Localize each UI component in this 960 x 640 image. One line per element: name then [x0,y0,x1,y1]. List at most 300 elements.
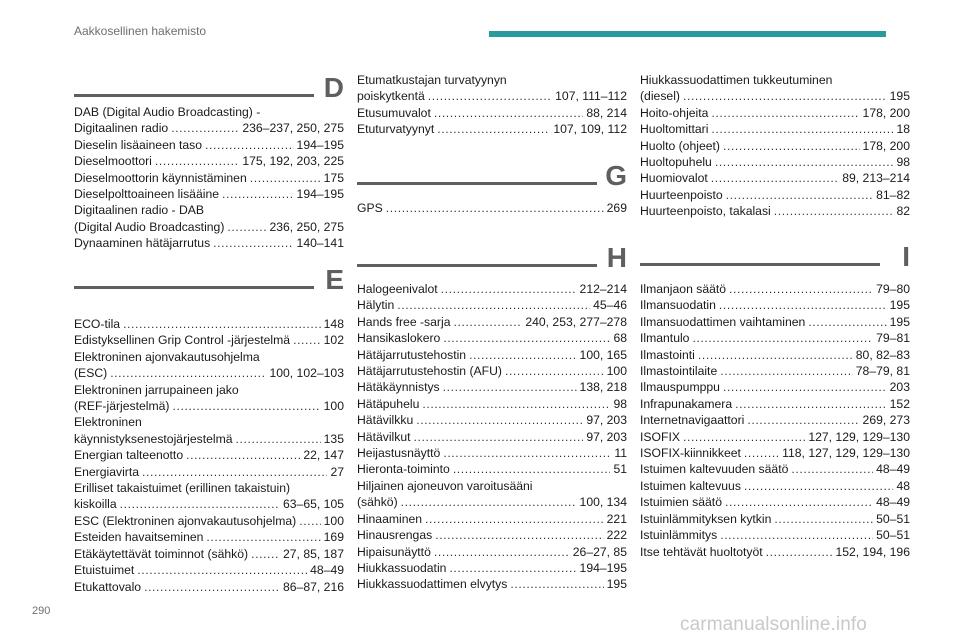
index-entry-line [74,202,344,218]
index-entry [74,219,344,235]
index-entry-line [74,382,344,398]
index-entry-line [357,121,627,137]
section-letter: H [606,242,627,273]
dot-leader [416,412,583,428]
index-entry [640,347,910,363]
index-term: Istuimien säätö [640,495,722,510]
index-entry-line [357,461,627,477]
index-entry-line [357,429,627,445]
index-term: Ilmansuodattimen vaihtaminen [640,314,806,329]
page-reference[interactable]: 140–141 [296,236,344,251]
page-reference[interactable]: 78–79, 81 [855,364,910,379]
dot-leader [144,579,280,595]
index-entry [357,511,627,527]
index-term: (Digital Audio Broadcasting) [74,219,225,234]
section-header-d [74,72,344,108]
section-letter: D [323,72,344,103]
dot-leader [683,429,805,445]
index-entry [74,332,344,348]
index-entry-line [74,170,344,186]
page-reference[interactable]: 178, 200 [862,105,910,120]
index-entry-line [357,396,627,412]
page-reference[interactable]: 127, 129, 129–130 [808,429,910,444]
index-term: Hiljainen ajoneuvon varoitusääni [357,478,533,493]
dot-leader [205,137,294,153]
page-reference[interactable]: 100 [323,399,344,414]
index-entry [640,527,910,543]
page-reference[interactable]: 194–195 [296,187,344,202]
index-term: Istuimen kaltevuuden säätö [640,462,789,477]
section-header-e [74,264,344,300]
index-entry [640,203,910,219]
index-term: Hiukkassuodatin [357,560,447,575]
dot-leader [137,562,307,578]
index-term: poiskytkentä [357,89,425,104]
index-term: Etuistuimet [74,563,135,578]
page-reference[interactable]: 48–49 [876,495,910,510]
index-entry-line [74,496,344,512]
index-term: Hipaisunäyttö [357,544,431,559]
index-entry-line [640,527,910,543]
section-header-g [357,160,627,196]
index-term: Halogeenivalot [357,282,438,296]
index-entry [640,363,910,379]
index-term: Hieronta-toiminto [357,462,450,477]
index-entry-line [74,219,344,235]
dot-leader [299,513,320,529]
dot-leader [711,170,839,186]
index-entry-line [74,562,344,578]
index-term: Dynaaminen hätäjarrutus [74,236,211,251]
index-entry-line [74,365,344,381]
index-term: GPS [357,201,383,215]
index-term: Hälytin [357,298,395,313]
index-term: Hätäjarrutustehostin (AFU) [357,364,502,379]
dot-leader [172,398,320,414]
index-entry [640,314,910,330]
page-reference[interactable]: 212–214 [579,282,627,296]
page-reference[interactable]: 27 [330,464,344,479]
page-reference[interactable]: 63–65, 105 [283,497,344,512]
section-rule [357,264,597,267]
dot-leader [692,330,873,346]
page-reference[interactable]: 269, 273 [862,413,910,428]
page-reference[interactable]: 236–237, 250, 275 [242,121,344,136]
page-reference[interactable]: 221 [606,511,627,526]
page-reference[interactable]: 169 [323,530,344,545]
dot-leader [744,478,894,494]
index-entry [640,461,910,477]
index-entry [357,121,627,137]
index-entry-line [357,445,627,461]
index-entry [357,105,627,121]
index-entry [357,330,627,346]
dot-leader [723,138,860,154]
page-reference[interactable]: 203 [889,380,910,395]
index-entry-line [74,137,344,153]
section-rule [74,286,314,289]
index-entry [640,544,910,560]
index-entry-line [640,363,910,379]
page-reference[interactable]: 135 [323,431,344,446]
dot-leader [720,363,853,379]
index-term: Ilmastointilaite [640,364,718,379]
page-reference[interactable]: 68 [613,331,627,346]
index-entry-line [357,72,627,88]
entries-e-continued [357,72,627,138]
index-term: Hätäpuhelu [357,396,420,411]
index-term: (ESC) [74,366,108,381]
index-term: Hätävilkku [357,413,414,428]
dot-leader [683,88,887,104]
dot-leader [744,445,779,461]
entries-g [357,200,627,216]
index-entry-line [74,529,344,545]
index-term: Energiavirta [74,464,140,479]
index-entry [640,297,910,313]
index-entry [640,138,910,154]
index-term: Hätävilkut [357,429,411,444]
index-entry [74,186,344,202]
page-reference[interactable]: 107, 111–112 [555,89,627,104]
index-entry [74,104,344,120]
index-entry [74,529,344,545]
index-entry-line [357,494,627,510]
index-entry-line [640,121,910,137]
page-reference[interactable]: 97, 203 [586,413,627,428]
index-entry-line [640,412,910,428]
dot-leader [428,88,552,104]
index-entry [74,480,344,496]
page-reference[interactable]: 194–195 [579,560,627,575]
page-reference[interactable]: 178, 200 [862,138,910,153]
dot-leader [206,529,320,545]
index-entry [357,396,627,412]
page-reference[interactable]: 240, 253, 277–278 [525,314,627,329]
page-reference[interactable]: 98 [896,155,910,170]
index-entry-line [640,170,910,186]
index-term: Huoltopuhelu [640,155,712,170]
index-entry [74,365,344,381]
index-term: Esteiden havaitseminen [74,530,204,545]
index-entry-line [74,398,344,414]
index-term: Dieselmoottorin käynnistäminen [74,170,247,185]
dot-leader [505,363,604,379]
dot-leader [171,120,239,136]
dot-leader [397,297,590,313]
index-term: Hätäjarrutustehostin [357,347,467,362]
page-reference[interactable]: 82 [896,204,910,219]
page-reference[interactable]: 97, 203 [586,429,627,444]
dot-leader [250,170,321,186]
page-reference[interactable]: 50–51 [876,511,910,526]
index-entry-line [74,579,344,595]
index-term: Istuinlämmityksen kytkin [640,511,772,526]
page-reference[interactable]: 27, 85, 187 [283,546,344,561]
index-entry-line [74,546,344,562]
index-entry-line [357,297,627,313]
index-term: Energian talteenotto [74,448,184,463]
index-term: Internetnavigaattori [640,413,745,428]
index-entry [640,445,910,461]
index-term: Hoito-ohjeita [640,105,709,120]
dot-leader [123,316,321,332]
page-reference[interactable]: 148 [323,317,344,331]
index-entry [357,412,627,428]
index-term: Etusumuvalot [357,105,431,120]
dot-leader [401,494,577,510]
dot-leader [110,365,266,381]
dot-leader [453,314,522,330]
index-entry-line [74,104,344,120]
index-entry-line [640,314,910,330]
dot-leader [729,281,873,297]
index-entry-line [74,349,344,365]
index-entry [74,120,344,136]
index-term: (diesel) [640,89,680,104]
index-entry-line [357,330,627,346]
dot-leader [711,105,859,121]
dot-leader [425,511,604,527]
page-reference[interactable]: 100 [323,513,344,528]
dot-leader [213,235,293,251]
page-reference[interactable]: 48 [896,478,910,493]
dot-leader [186,447,300,463]
entries-d [74,104,344,252]
page-reference[interactable]: 22, 147 [303,448,344,463]
index-entry-line [74,235,344,251]
dot-leader [443,330,610,346]
index-entry [74,349,344,365]
index-term: Dieselmoottori [74,154,152,169]
dot-leader [441,281,577,297]
index-entry-line [357,527,627,543]
index-term: Digitaalinen radio - DAB [74,203,205,218]
page-reference[interactable]: 100, 102–103 [269,366,344,381]
index-entry-line [357,560,627,576]
dot-leader [443,445,611,461]
page-reference[interactable]: 79–81 [876,331,910,346]
page-reference[interactable]: 11 [614,446,627,461]
index-entry [357,72,627,88]
page-reference[interactable]: 88, 214 [586,105,627,120]
index-term: ISOFIX [640,429,680,444]
index-entry [357,527,627,543]
index-entry [74,235,344,251]
page-number: 290 [32,605,51,617]
index-entry [74,464,344,480]
index-term: Ilmanjaon säätö [640,282,727,296]
page-reference[interactable]: 80, 82–83 [855,347,910,362]
index-term: Hiukkassuodattimen tukkeutuminen [640,73,833,87]
page-reference[interactable]: 86–87, 216 [283,579,344,594]
dot-leader [120,496,280,512]
page-reference[interactable]: 152, 194, 196 [835,544,910,559]
index-entry-line [74,316,344,332]
dot-leader [808,314,886,330]
page-reference[interactable]: 194–195 [296,137,344,152]
page-reference[interactable]: 175 [323,170,344,185]
index-entry-line [357,412,627,428]
index-entry [357,560,627,576]
index-entry-line [357,379,627,395]
dot-leader [747,412,859,428]
running-head-title: Aakkosellinen hakemisto [74,24,207,38]
index-entry-line [640,297,910,313]
page-reference[interactable]: 48–49 [876,462,910,477]
index-term: Itse tehtävät huoltotyöt [640,544,763,559]
page-reference[interactable]: 100 [606,364,627,379]
index-entry [74,513,344,529]
page-reference[interactable]: 222 [606,528,627,543]
dot-leader [791,461,873,477]
index-entry [357,576,627,592]
index-entry-line [640,105,910,121]
dot-leader [422,396,610,412]
index-entry [357,478,627,494]
page-reference[interactable]: 45–46 [593,298,627,313]
dot-leader [293,332,321,348]
index-entry-line [640,347,910,363]
index-term: käynnistyksenestojärjestelmä [74,431,233,446]
dot-leader [443,379,577,395]
index-entry-line [74,513,344,529]
index-term: Hätäkäynnistys [357,380,440,395]
index-term: Etukattovalo [74,579,142,594]
index-entry [74,414,344,430]
page-reference[interactable]: 50–51 [876,528,910,543]
index-entry [357,200,627,216]
index-term: Ilmansuodatin [640,298,716,313]
index-entry [357,297,627,313]
index-entry-line [357,511,627,527]
dot-leader [726,187,873,203]
index-entry-line [357,478,627,494]
index-term: Huomiovalot [640,171,708,186]
dot-leader [453,461,611,477]
index-entry [357,445,627,461]
dot-leader [236,431,321,447]
index-term: Hands free -sarja [357,314,451,329]
page-reference[interactable]: 195 [889,314,910,329]
dot-leader [510,576,603,592]
index-entry [640,396,910,412]
index-entry-line [74,332,344,348]
section-letter: I [902,241,910,272]
page-reference[interactable]: 89, 213–214 [842,171,910,186]
index-term: Hiukkassuodattimen elvytys [357,577,508,592]
index-entry [640,478,910,494]
page-reference[interactable]: 18 [896,122,910,137]
index-term: Elektroninen jarrupaineen jako [74,382,239,397]
index-entry-line [357,347,627,363]
page-reference[interactable]: 138, 218 [579,380,627,395]
index-entry-line [74,464,344,480]
index-entry-line [640,396,910,412]
index-entry [640,154,910,170]
page-reference[interactable]: 195 [889,89,910,104]
page-reference[interactable]: 152 [889,396,910,411]
index-entry [74,382,344,398]
dot-leader [414,429,584,445]
page-reference[interactable]: 102 [323,333,344,348]
dot-leader [766,544,833,560]
page-reference[interactable]: 79–80 [876,282,910,296]
index-entry [74,170,344,186]
index-entry [74,496,344,512]
dot-leader [437,121,550,137]
index-term: Istuinlämmitys [640,528,718,543]
index-term: Ilmantulo [640,331,690,346]
index-entry [74,316,344,332]
index-entry-line [357,281,627,297]
index-entry [640,121,910,137]
page-reference[interactable]: 98 [613,396,627,411]
index-entry-line [74,480,344,496]
dot-leader [142,464,327,480]
section-letter: E [325,264,344,295]
page-reference[interactable]: 81–82 [876,187,910,202]
index-term: Dieselin lisäaineen taso [74,137,203,152]
page-reference[interactable]: 118, 127, 129, 129–130 [782,446,910,461]
page-reference[interactable]: 269 [606,201,627,215]
index-entry [74,579,344,595]
index-entry [357,347,627,363]
index-entry-line [640,511,910,527]
index-term: Edistyksellinen Grip Control -järjestelmä [74,333,291,348]
index-entry-line [357,200,627,216]
dot-leader [251,546,280,562]
index-term: Huoltomittari [640,122,709,137]
index-entry [357,461,627,477]
index-entry [357,281,627,297]
index-entry [74,546,344,562]
entries-e [74,316,344,595]
page-reference[interactable]: 107, 109, 112 [553,122,627,137]
index-entry [357,379,627,395]
page-reference[interactable]: 100, 165 [579,347,627,362]
dot-leader [719,297,887,313]
index-term: Infrapunakamera [640,396,733,411]
index-term: Huolto (ohjeet) [640,138,720,153]
dot-leader [386,200,604,216]
dot-leader [449,560,576,576]
index-entry-line [357,544,627,560]
index-term: Hansikaslokero [357,331,441,346]
index-term: (sähkö) [357,495,398,510]
page-reference[interactable]: 236, 250, 275 [269,219,344,234]
page-reference[interactable]: 100, 134 [579,495,627,510]
page-reference[interactable]: 26–27, 85 [572,544,627,559]
index-entry [640,72,910,88]
index-term: Istuimen kaltevuus [640,478,741,493]
page-reference[interactable]: 195 [606,577,627,592]
index-entry [640,187,910,203]
page-reference[interactable]: 51 [613,462,627,477]
dot-leader [774,511,873,527]
index-entry-line [640,187,910,203]
dot-leader [774,203,894,219]
dot-leader [435,527,603,543]
watermark: carmanualsonline.info [680,614,867,635]
page-reference[interactable]: 175, 192, 203, 225 [242,154,344,169]
page-reference[interactable]: 48–49 [310,563,344,578]
index-term: Elektroninen ajonvakautusohjelma [74,349,260,364]
index-entry [357,363,627,379]
dot-leader [434,544,570,560]
page-reference[interactable]: 195 [889,298,910,313]
index-term: Elektroninen [74,415,142,430]
